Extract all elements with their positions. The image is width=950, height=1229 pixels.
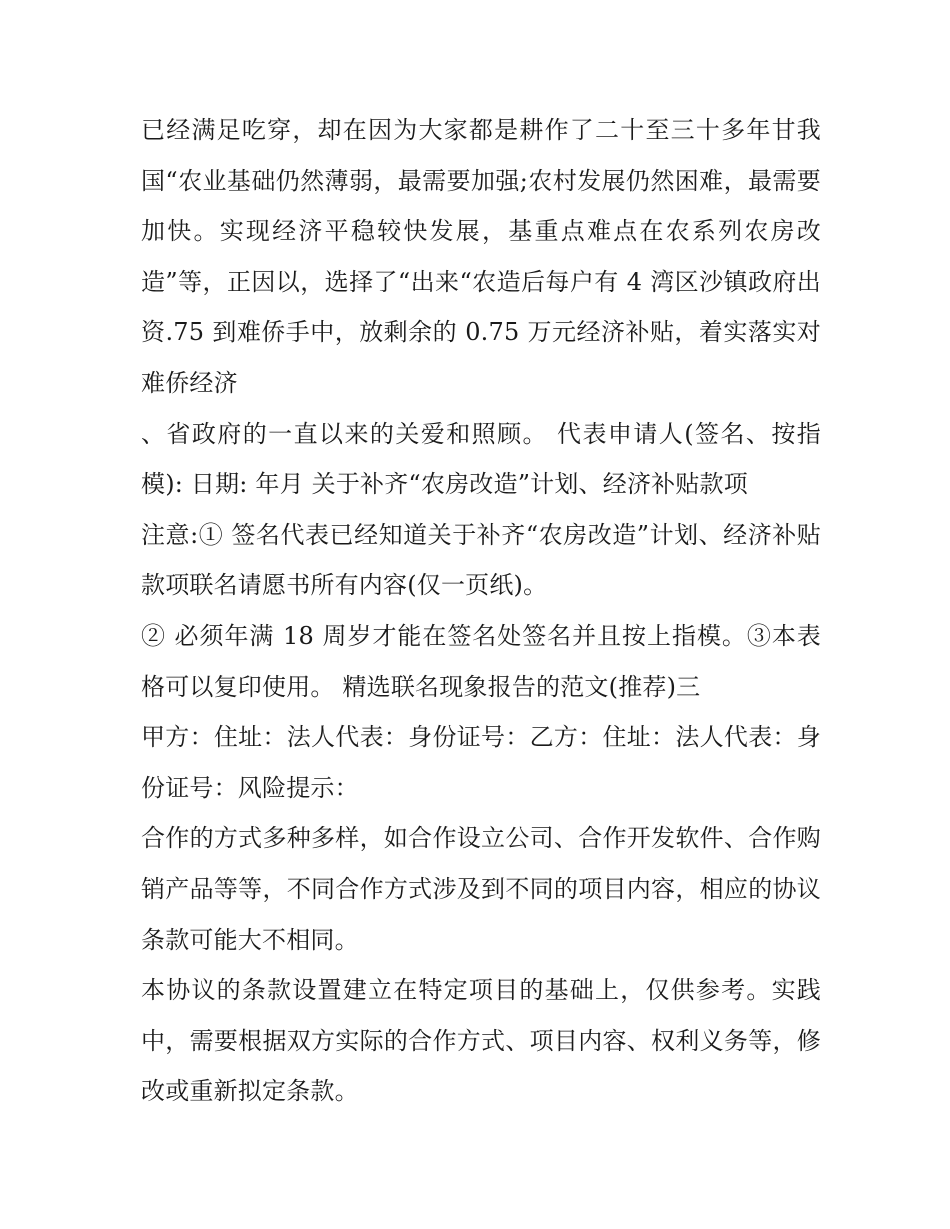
paragraph-notice-2: ② 必须年满 18 周岁才能在签名处签名并且按上指模。③本表格可以复印使用。 精选联名现象报告的范文(推荐)三	[141, 621, 821, 701]
paragraph-cooperation-types: 合作的方式多种多样，如合作设立公司、合作开发软件、合作购销产品等等，不同合作方式涉及到不同的项目内容，相应的协议条款可能大不相同。	[141, 824, 821, 954]
paragraph-signature-line: 、省政府的一直以来的关爱和照顾。 代表申请人(签名、按指模): 日期: 年月 关于补齐“农房改造”计划、经济补贴款项	[141, 419, 821, 499]
paragraph-parties: 甲方：住址：法人代表：身份证号：乙方：住址：法人代表：身份证号：风险提示：	[141, 723, 821, 802]
paragraph-disclaimer: 本协议的条款设置建立在特定项目的基础上，仅供参考。实践中，需要根据双方实际的合作方式、项目内容、权利义务等，修改或重新拟定条款。	[141, 976, 821, 1106]
document-body	[141, 105, 821, 1117]
paragraph-notice-1: 注意:① 签名代表已经知道关于补齐“农房改造”计划、经济补贴款项联名请愿书所有内容(仅一页纸)。	[141, 520, 821, 600]
paragraph-relief-housing: 已经满足吃穿，却在因为大家都是耕作了二十至三十多年甘我国“农业基础仍然薄弱，最需要加强;农村发展仍然困难，最需要加快。实现经济平稳较快发展，基重点难点在农系列农房改造”等，正因以，选择了“出来“农造后每户有 4 湾区沙镇政府出资.75 到难侨手中，放剩余的 0.75 万元经济补贴，着实落实对难侨经济	[141, 116, 821, 397]
